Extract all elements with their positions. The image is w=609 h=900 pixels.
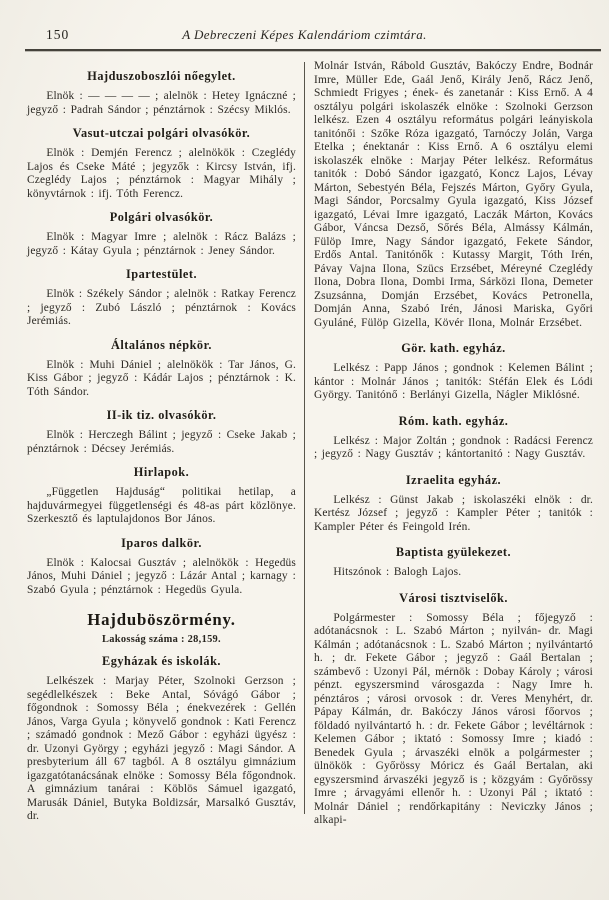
section-hajduszoboszloi-noegylet	[27, 69, 296, 117]
left-column	[27, 60, 296, 828]
section-paragraph: Elnök : Kalocsai Gusztáv ; alelnökök : Hegedüs János, Muhi Dániel ; jegyző : Lázár Antal ; karnagy : Szabó Gyula ; pénztárnok : Hegedüs Gyula.	[27, 556, 296, 596]
page-header	[0, 0, 609, 45]
section-heading: Iparos dalkör.	[121, 535, 202, 550]
section-heading: II-ik tiz. olvasókör.	[106, 408, 217, 422]
section-paragraph: Polgármester : Somossy Béla ; főjegyző : adótanácsnok : L. Szabó Márton ; nyilván- dr. Magi Kálmán ; adótanácsnok : L. Szabó Márton ; nyilvántartó h. ; dr. Fekete Gábor ; jegyző : Gaál Bertalan ; számbevő : Uzonyi Pál, mérnök : Dobay Károly ; városi pénzt. egyszersmind városgazda : Nagy Imre h. pénztáros ; városi orvosok : dr. Veres Menyhért, dr. Pápay Kálmán, dr. Bakóczy János városi főorvos ; földadó nyilvántartó h. : dr. Fekete Gábor ; levéltárnok : Kelemen Gábor ; iktató : Somossy Imre ; kiadó : Benedek Gyula ; árvaszéki elnök a polgármester ; ülnökök : Győrössy Móricz és Gaál Bertalan, aki egyszersmind árvaszéki jegyző is ; közgyám : Győrössy Imre ; árvagyámi ellenőr h. : Uzonyi Pál ; iktató : Molnár Dániel ; rendőrkapitány : Neviczky János ; alkapi-	[314, 611, 593, 826]
section-paragraph: Elnök : Muhi Dániel ; alelnökök : Tar János, G. Kiss Gábor ; jegyző : Kádár Lajos ; pénztárnok : K. Tóth Sándor.	[27, 358, 296, 398]
city-title: Hajduböszörmény.	[87, 610, 236, 629]
continuation-paragraph: Molnár István, Rábold Gusztáv, Bakóczy Endre, Bodnár Imre, Müller Ede, Gaál Jenő, Király Jenő, Rácz Jenő, Schmiedt Frigyes ; ének- és zanetanár : Kiss Ernő. A 4 osztályu polgári iskolaszék elnöke : Szolnoki Gerzson lelkész. Ezen 4 osztályu református polgári leányiskola tanitónői : Szőke Róza igazgató, Tarnóczy Jolán, Varga Etelka ; énektanár : Kiss Ernő. A 6 osztályu elemi iskolaszék elnöke : Marjay Péter lelkész. Református tanitók : Dobó Sándor igazgató, Koncz Lajos, Lévay Márton, Sebestyén Béla, Fejszés Márton, Győry Gyula, Magi Sándor, Porcsalmy Gyula igazgató, Kiss József igazgató, Lévai Imre igazgató, Laczák Márton, Kovács Gábor, Váncsa Dezső, Sőrés Béla, Almássy Kálmán, Fülöp Imre, Nagy Sándor igazgató, Fekete Sándor, Erdős Antal. Tanitónők : Kutassy Margit, Tóth Irén, Pávay Vajna Ilona, Szücs Erzsébet, Méreyné Czeglédy Ilona, Dobra Ilona, Dombi Irma, Sárközi Ilona, Demeter Zsuzsánna, Domján Erzsébet, Kovács Petronella, Domján Anna, Szabó Irén, Jánosi Mariska, Győri Gyuláné, Fülöp Gizella, Kövér Ilona, Molnár Erzsébet.	[314, 60, 593, 329]
section-heading: Ipartestület.	[125, 267, 198, 281]
section-gor-kath-egyhaz	[314, 341, 593, 403]
section-paragraph: Lelkész : Papp János ; gondnok : Kelemen Bálint ; kántor : Molnár János ; tanitók: Stéfán Elek és Lódi György. Tanitónő : Berlányi Gizella, Nágler Miklósné.	[314, 362, 593, 401]
section-paragraph: Hitszónok : Balogh Lajos.	[333, 566, 462, 578]
column-divider	[304, 62, 305, 814]
section-iparos-dalkor	[27, 536, 296, 598]
section-paragraph: Lelkész : Major Zoltán ; gondnok : Radácsi Ferencz ; jegyző : Nagy Gusztáv ; kántortanitó : Nagy Gusztáv.	[314, 434, 593, 460]
population-line: Lakosság száma : 28,159.	[102, 634, 221, 645]
section-heading: Egyházak és iskolák.	[102, 654, 221, 668]
section-paragraph: „Független Hajduság“ politikai hetilap, a hajduvármegyei függetlenségi és 48-as párt közlönye. Szerkesztő és laptulajdonos Bor János.	[27, 486, 296, 525]
section-paragraph: Elnök : Herczegh Bálint ; jegyző : Cseke Jakab ; pénztárnok : Décsey Jerémiás.	[27, 429, 296, 455]
section-hajduboszormeny	[27, 610, 296, 824]
section-heading: Baptista gyülekezet.	[395, 545, 512, 559]
section-baptista-gyulekezet	[314, 545, 593, 580]
section-izraelita-egyhaz	[314, 473, 593, 535]
section-heading: Hajduszoboszlói nőegylet.	[87, 69, 236, 83]
section-ipartestulet	[27, 267, 296, 329]
section-heading: Róm. kath. egyház.	[398, 413, 509, 428]
text-columns	[0, 52, 609, 828]
section-paragraph: Elnök : — — — — ; alelnök : Hetey Ignáczné ; jegyző : Padrah Sándor ; pénztárnok : Szécsy Miklós.	[27, 90, 296, 116]
section-rom-kath-egyhaz	[314, 414, 593, 462]
section-paragraph: Elnök : Demjén Ferencz ; alelnökök : Czeglédy Lajos és Cseke Máté ; jegyzők : Kircsy István, ifj. Czeglédy Lajos ; pénztárnok : Magyar Mihály ; könyvtárnok : ifj. Tóth Ferencz.	[27, 147, 296, 200]
running-title: A Debreczeni Képes Kalendáriom czimtára.	[182, 27, 427, 42]
section-heading: Vasut-utczai polgári olvasókör.	[72, 126, 251, 140]
section-heading: Általános népkör.	[111, 337, 212, 352]
section-hirlapok	[27, 465, 296, 527]
section-ii-ik-tiz-olvasokor	[27, 408, 296, 456]
right-column	[314, 60, 593, 828]
section-heading: Polgári olvasókör.	[109, 210, 214, 224]
section-heading: Gör. kath. egyház.	[401, 341, 506, 355]
page-number: 150	[46, 27, 70, 42]
section-heading: Városi tisztviselők.	[399, 590, 508, 605]
section-paragraph: Lelkész : Günst Jakab ; iskolaszéki elnök : dr. Kertész József ; jegyző : Kampler Péter ; tanitók : Kampler Péter és Feingold Irén.	[314, 493, 593, 533]
section-altalanos-nepkor	[27, 338, 296, 400]
section-heading: Izraelita egyház.	[405, 472, 502, 487]
section-vasut-utczai-olvasokor	[27, 126, 296, 201]
section-paragraph: Lelkészek : Marjay Péter, Szolnoki Gerzson ; segédlelkészek : Beke Antal, Sóvágó Gábor ; főgondnok : Somossy Béla ; énekvezérek : Gellén János, Varga Gyula ; könyvelő gondnok : Kati Ferencz ; számadó gondnok : Mező Gábor : egyházi ügyész : dr. Uzonyi György ; egyházi jegyző : Magi Sándor. A presbyterium áll 67 tagból. A 8 osztályu gimnázium igazgatótanácsának elnöke : Somossy Béla főgondnok. A gimnázium tanárai : Köblös Sámuel igazgató, Marusák Dániel, Butyka Boldizsár, Marsalkó Gusztáv, dr.	[27, 675, 296, 822]
section-paragraph: Elnök : Magyar Imre ; alelnök : Rácz Balázs ; jegyző : Kátay Gyula ; pénztárnok : Jeney Sándor.	[27, 231, 296, 257]
section-polgari-olvasokor	[27, 210, 296, 258]
section-varosi-tisztviselok	[314, 591, 593, 828]
section-heading: Hirlapok.	[133, 465, 190, 479]
section-paragraph: Elnök : Székely Sándor ; alelnök : Ratkay Ferencz ; jegyző : Zubó László ; pénztárnok : Kovács Jerémiás.	[27, 288, 296, 327]
